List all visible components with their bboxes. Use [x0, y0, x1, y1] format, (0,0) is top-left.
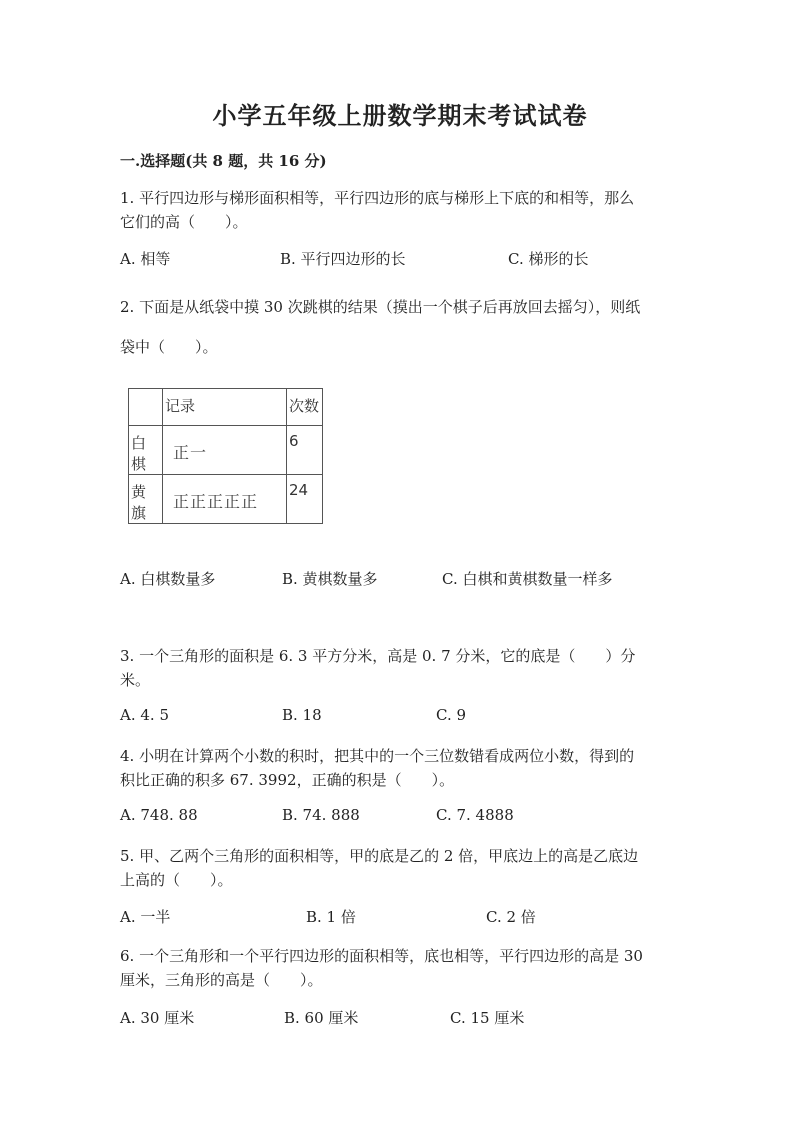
table-header-cell: 次数: [287, 389, 323, 426]
table-cell: 白棋: [129, 426, 163, 475]
option-c[interactable]: C. 2 倍: [486, 908, 536, 926]
exam-title: 小学五年级上册数学期末考试试卷: [212, 101, 588, 130]
question-3-line-1: 3. 一个三角形的面积是 6. 3 平方分米，高是 0. 7 分米，它的底是（ ）分: [120, 647, 636, 665]
option-b[interactable]: B. 74. 888: [282, 806, 360, 824]
option-b[interactable]: B. 平行四边形的长: [280, 250, 406, 268]
option-c[interactable]: C. 梯形的长: [508, 250, 589, 268]
question-6-line-2: 厘米，三角形的高是（ ）。: [120, 971, 323, 989]
question-1: [120, 186, 680, 234]
question-5: [120, 844, 680, 892]
question-2-line-2: 袋中（ ）。: [120, 338, 218, 356]
table-header-row: [129, 389, 323, 426]
question-1-options: [120, 248, 680, 270]
table-row: [129, 426, 323, 475]
question-2-options: [120, 568, 680, 590]
question-4-line-1: 4. 小明在计算两个小数的积时，把其中的一个三位数错看成两位小数，得到的: [120, 747, 635, 765]
option-b[interactable]: B. 60 厘米: [284, 1009, 359, 1027]
option-b[interactable]: B. 18: [282, 706, 322, 724]
question-4-line-2: 积比正确的积多 67. 3992，正确的积是（ ）。: [120, 771, 455, 789]
tally-table: [128, 388, 323, 524]
option-a[interactable]: A. 30 厘米: [120, 1009, 195, 1027]
table-cell: 黄旗: [129, 475, 163, 524]
option-c[interactable]: C. 9: [436, 706, 467, 724]
table-header-cell: [129, 389, 163, 426]
section-heading: 一.选择题(共 8 题，共 16 分): [120, 152, 327, 170]
option-a[interactable]: A. 相等: [120, 250, 171, 268]
option-c[interactable]: C. 白棋和黄棋数量一样多: [442, 570, 613, 588]
option-c[interactable]: C. 7. 4888: [436, 806, 514, 824]
table-header-cell: 记录: [163, 389, 287, 426]
question-6-options: [120, 1007, 680, 1029]
question-3-line-2: 米。: [120, 671, 151, 689]
question-2-line-1: 2. 下面是从纸袋中摸 30 次跳棋的结果（摸出一个棋子后再放回去摇匀），则纸: [120, 298, 641, 316]
question-5-line-2: 上高的（ ）。: [120, 871, 233, 889]
option-a[interactable]: A. 白棋数量多: [120, 570, 216, 588]
table-row: [129, 475, 323, 524]
question-3: [120, 644, 680, 692]
question-3-options: [120, 706, 680, 728]
question-5-options: [120, 906, 680, 928]
question-2: [120, 287, 680, 367]
table-cell: 24: [287, 475, 323, 524]
question-4-options: [120, 806, 680, 828]
question-1-line-1: 1. 平行四边形与梯形面积相等，平行四边形的底与梯形上下底的和相等，那么: [120, 189, 635, 207]
option-c[interactable]: C. 15 厘米: [450, 1009, 525, 1027]
option-b[interactable]: B. 黄棋数量多: [282, 570, 378, 588]
table-cell: 6: [287, 426, 323, 475]
question-1-line-2: 它们的高（ ）。: [120, 213, 248, 231]
option-a[interactable]: A. 一半: [120, 908, 171, 926]
question-6-line-1: 6. 一个三角形和一个平行四边形的面积相等，底也相等，平行四边形的高是 30: [120, 947, 643, 965]
option-a[interactable]: A. 748. 88: [120, 806, 198, 824]
table-cell: 正一: [163, 426, 287, 475]
question-4: [120, 744, 680, 792]
question-5-line-1: 5. 甲、乙两个三角形的面积相等，甲的底是乙的 2 倍，甲底边上的高是乙底边: [120, 847, 639, 865]
option-b[interactable]: B. 1 倍: [306, 908, 356, 926]
option-a[interactable]: A. 4. 5: [120, 706, 169, 724]
question-6: [120, 944, 680, 992]
table-cell: 正正正正正: [163, 475, 287, 524]
